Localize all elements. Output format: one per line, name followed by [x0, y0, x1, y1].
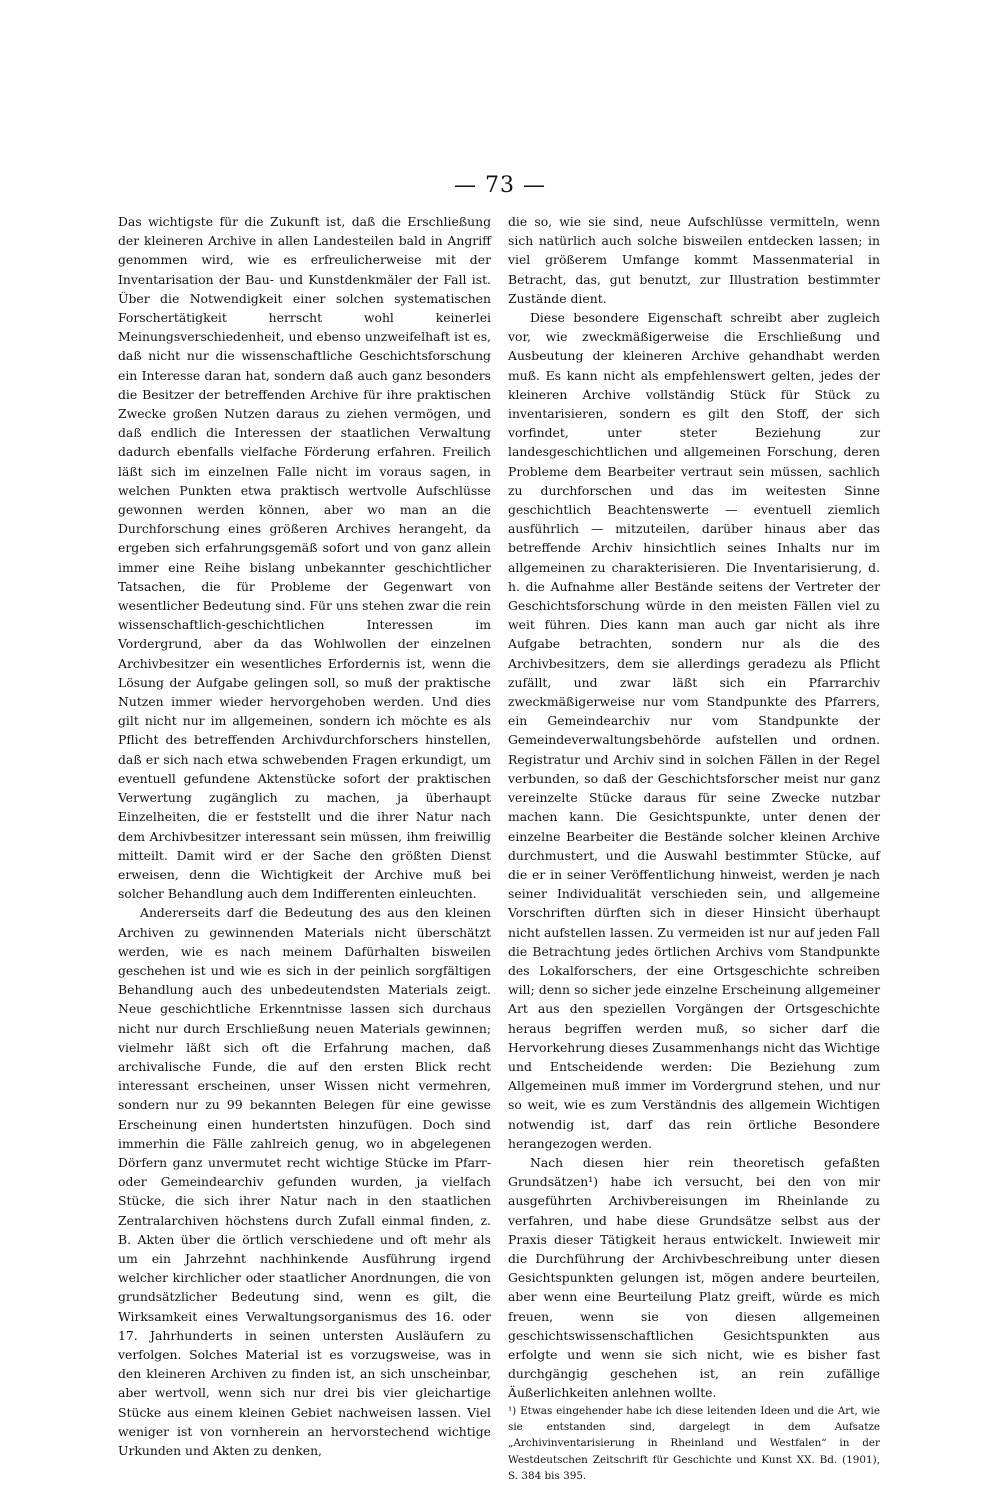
right-column — [508, 212, 880, 1485]
paragraph: Diese besondere Eigenschaft schreibt aber zugleich vor, wie zweckmäßigerweise die Erschließung und Ausbeutung der kleineren Archive gehandhabt werden muß. Es kann nicht als empfehlenswert gelten, jedes der kleineren Archive vollständig Stück für Stück zu inventarisieren, sondern es gilt den Stoff, der sich vorfindet, unter steter Beziehung zur landesgeschichtlichen und allgemeinen Forschung, deren Probleme dem Bearbeiter vertraut sein müssen, sachlich zu durchforschen und das im weitesten Sinne geschichtlich Beachtenswerte — eventuell ziemlich ausführlich — mitzuteilen, darüber hinaus aber das betreffende Archiv hinsichtlich seines Inhalts nur im allgemeinen zu charakterisieren. Die Inventarisierung, d. h. die Aufnahme aller Bestände seitens der Vertreter der Geschichtsforschung würde in den meisten Fällen viel zu weit führen. Dies kann man auch gar nicht als ihre Aufgabe betrachten, sondern nur als die des Archivbesitzers, dem sie allerdings geradezu als Pflicht zufällt, und zwar läßt sich ein Pfarrarchiv zweckmäßigerweise nur vom Standpunkte des Pfarrers, ein Gemeindearchiv nur vom Standpunkte der Gemeindeverwaltungsbehörde aufstellen und ordnen. Registratur und Archiv sind in solchen Fällen in der Regel verbunden, so daß der Geschichtsforscher meist nur ganz vereinzelte Stücke daraus für seine Zwecke nutzbar machen kann. Die Gesichtspunkte, unter denen der einzelne Bearbeiter die Bestände solcher kleinen Archive durchmustert, und die Auswahl bestimmter Stücke, auf die er in seiner Veröffentlichung hinweist, werden je nach seiner Individualität verschieden sein, und allgemeine Vorschriften dürften sich in dieser Hinsicht überhaupt nicht aufstellen lassen. Zu vermeiden ist nur auf jeden Fall die Betrachtung jedes örtlichen Archivs vom Standpunkte des Lokalforschers, der eine Ortsgeschichte schreiben will; denn so sicher jede einzelne Erscheinung allgemeiner Art aus den speziellen Vorgängen der Ortsgeschichte heraus begriffen werden muß, so sicher darf die Hervorkehrung dieses Zusammenhangs nicht das Wichtige und Entscheidende werden: Die Beziehung zum Allgemeinen muß immer im Vordergrund stehen, und nur so weit, wie es zum Verständnis des allgemein Wichtigen notwendig ist, darf das rein örtliche Besondere herangezogen werden. — [508, 310, 880, 1151]
page-number: — 73 — — [454, 173, 546, 198]
footnote: ¹) Etwas eingehender habe ich diese leitenden Ideen und die Art, wie sie entstanden sind, dargelegt in dem Aufsatze „Archivinventarisierung in Rheinland und Westfalen“ in der Westdeutschen Zeitschrift für Geschichte und Kunst XX. Bd. (1901), S. 384 bis 395. — [508, 1404, 880, 1483]
paragraph: Andererseits darf die Bedeutung des aus den kleinen Archiven zu gewinnenden Materials nicht überschätzt werden, wie es nach meinem Dafürhalten bisweilen geschehen ist und wie es sich in der peinlich sorgfältigen Behandlung auch des unbedeutendsten Materials zeigt. Neue geschichtliche Erkenntnisse lassen sich durchaus nicht nur durch Erschließung neuen Materials gewinnen; vielmehr läßt sich oft die Erfahrung machen, daß archivalische Funde, die auf den ersten Blick recht interessant erscheinen, unser Wissen nicht vermehren, sondern nur zu 99 bekannten Belegen für eine gewisse Erscheinung einen hundertsten hinzufügen. Doch sind immerhin die Fälle zahlreich genug, wo in abgelegenen Dörfern ganz unvermutet recht wichtige Stücke im Pfarr- oder Gemeindearchiv gefunden wurden, ja vielfach Stücke, die sich ihrer Natur nach in den staatlichen Zentralarchiven höchstens durch Zufall einmal finden, z. B. Akten über die örtlich verschiedene und oft mehr als um ein Jahrzehnt nachhinkende Ausführung irgend welcher kirchlicher oder staatlicher Anordnungen, die von grundsätzlicher Bedeutung sind, wenn es gilt, die Wirksamkeit eines Verwaltungsorganismus des 16. oder 17. Jahrhunderts in seinen untersten Ausläufern zu verfolgen. Solches Material ist es vorzugsweise, was in den kleineren Archiven zu finden ist, an sich unscheinbar, aber wertvoll, wenn sich nur drei bis vier gleichartige Stücke aus einem kleinen Gebiet nachweisen lassen. Viel weniger ist von vornherein an hervorstechend wichtige Urkunden und Akten zu denken, — [118, 905, 491, 1458]
paragraph: Nach diesen hier rein theoretisch gefaßten Grundsätzen¹) habe ich versucht, bei den von mir ausgeführten Archivbereisungen im Rheinlande zu verfahren, und habe diese Grundsätze selbst aus der Praxis dieser Tätigkeit heraus entwickelt. Inwieweit mir die Durchführung der Archivbeschreibung unter diesen Gesichtspunkten gelungen ist, mögen andere beurteilen, aber wenn eine Beurteilung Platz greift, würde es mich freuen, wenn sie von diesen allgemeinen geschichtswissenschaftlichen Gesichtspunkten aus erfolgte und wenn sie sich nicht, wie es bisher fast durchgängig geschehen ist, an rein zufällige Äußerlichkeiten anlehnen wollte. — [508, 1154, 880, 1401]
left-column — [118, 212, 491, 1460]
paragraph: die so, wie sie sind, neue Aufschlüsse vermitteln, wenn sich natürlich auch solche bisweilen entdecken lassen; in viel größerem Umfange kommt Massenmaterial in Betracht, das, gut benutzt, zur Illustration bestimmter Zustände dient. — [508, 214, 880, 306]
paragraph: Das wichtigste für die Zukunft ist, daß die Erschließung der kleineren Archive in allen Landesteilen bald in Angriff genommen wird, wie es erfreulicherweise mit der Inventarisation der Bau- und Kunstdenkmäler der Fall ist. Über die Notwendigkeit einer solchen systematischen Forschertätigkeit herrscht wohl keinerlei Meinungsverschiedenheit, und ebenso unzweifelhaft ist es, daß nicht nur die wissenschaftliche Geschichtsforschung ein Interesse daran hat, sondern daß auch ganz besonders die Besitzer der betreffenden Archive für ihre praktischen Zwecke großen Nutzen daraus zu ziehen vermögen, und daß endlich die Interessen der staatlichen Verwaltung dadurch ebenfalls vielfache Förderung erfahren. Freilich läßt sich im einzelnen Falle nicht im voraus sagen, in welchen Punkten etwa praktisch wertvolle Aufschlüsse gewonnen werden können, aber wo man an die Durchforschung eines größeren Archives herangeht, da ergeben sich erfahrungsgemäß sofort und von ganz allein immer eine Reihe bislang unbekannter geschichtlicher Tatsachen, die für Probleme der Gegenwart von wesentlicher Bedeutung sind. Für uns stehen zwar die rein wissenschaftlich-geschichtlichen Interessen im Vordergrund, aber da das Wohlwollen der einzelnen Archivbesitzer ein wesentliches Erfordernis ist, wenn die Lösung der Aufgabe gelingen soll, so muß der praktische Nutzen immer wieder hervorgehoben werden. Und dies gilt nicht nur im allgemeinen, sondern ich möchte es als Pflicht des betreffenden Archivdurchforschers hinstellen, daß er sich nach etwa schwebenden Fragen erkundigt, um eventuell gefundene Aktenstücke sofort der praktischen Verwertung zugänglich zu machen, ja überhaupt Einzelheiten, die er feststellt und die ihrer Natur nach dem Archivbesitzer interessant sein müssen, ihm freiwillig mitteilt. Damit wird er der Sache den größten Dienst erweisen, denn die Wichtigkeit der Archive muß bei solcher Behandlung auch dem Indifferenten einleuchten. — [118, 214, 491, 902]
